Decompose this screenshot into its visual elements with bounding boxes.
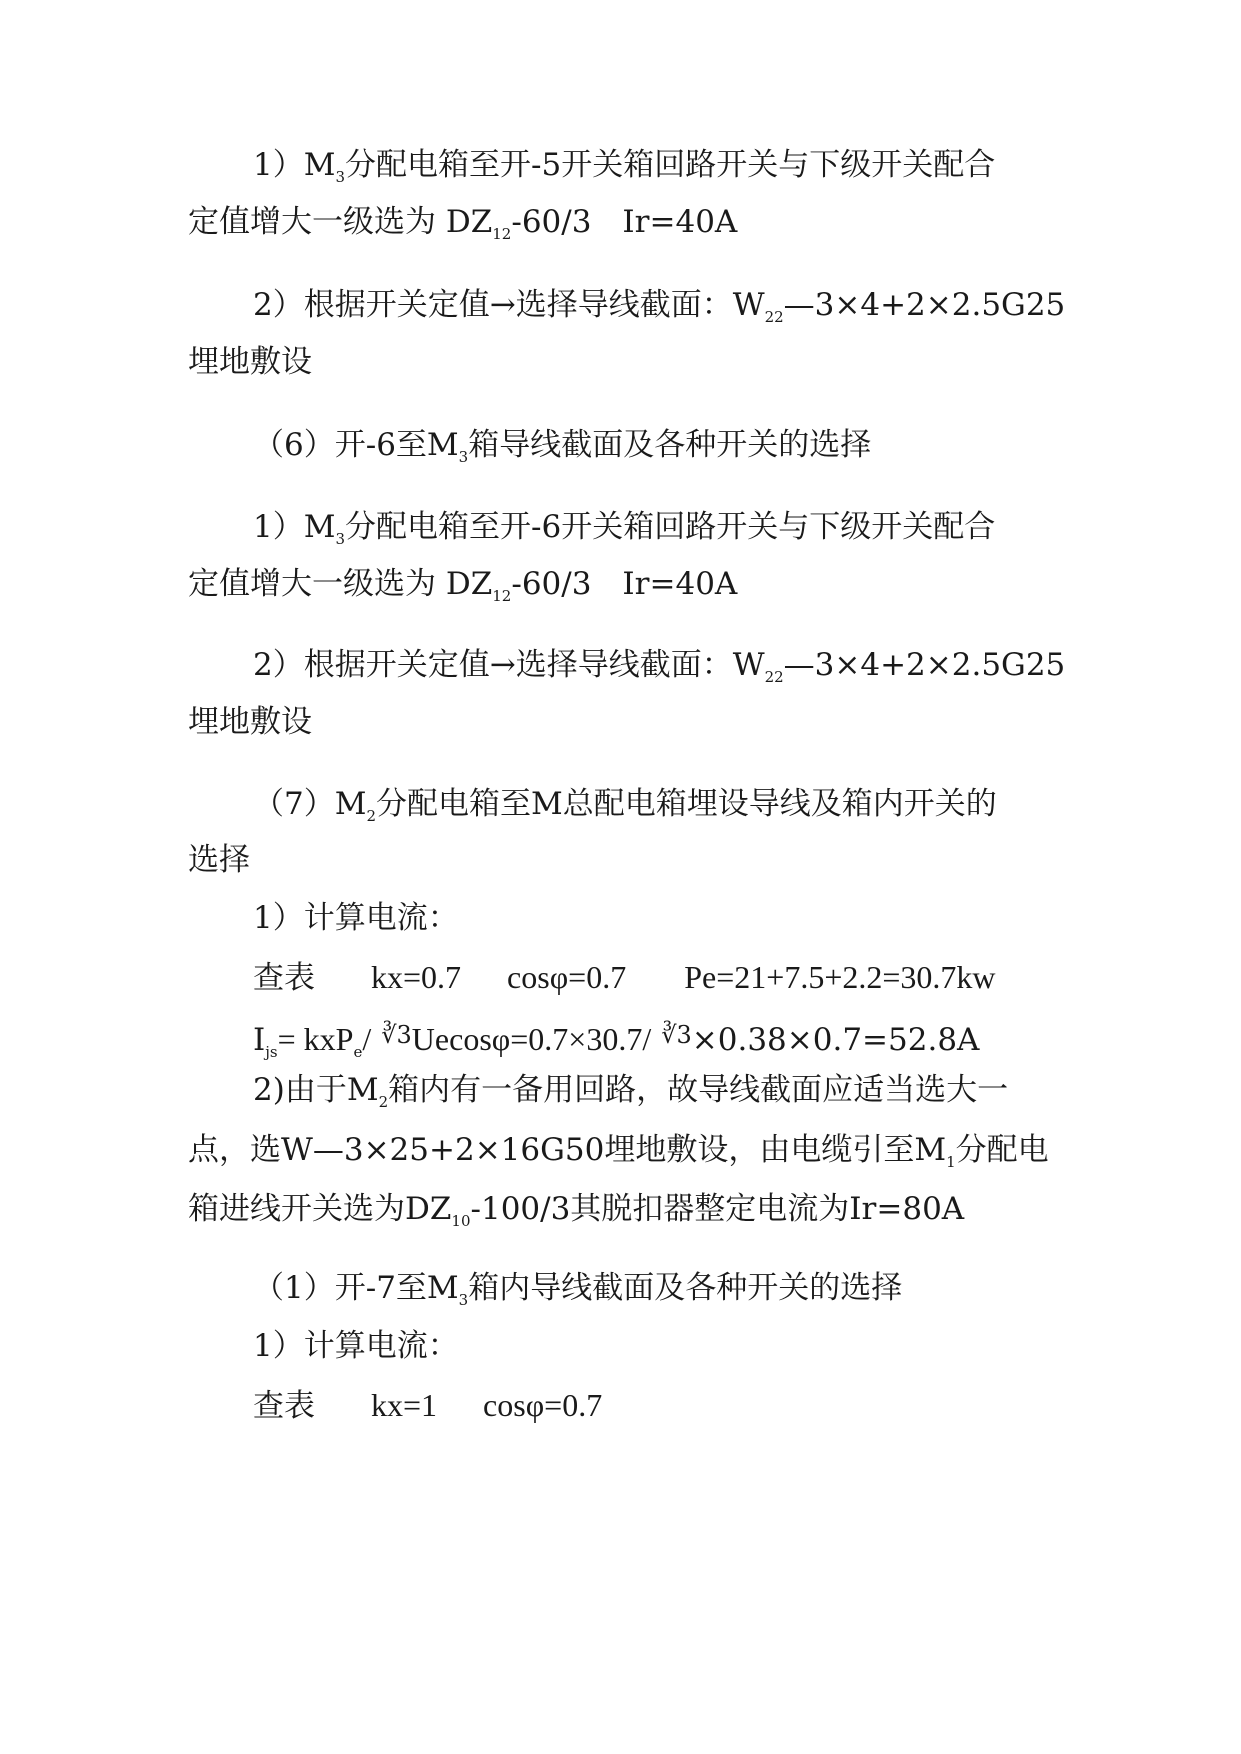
paragraph-line: 埋地敷设 (188, 344, 312, 380)
paragraph-line: 定值增大一级选为 $DZ_{12}-60/3$ Ir=40A (188, 566, 738, 605)
lookup-row: 查表 kx=1 cosφ=0.7 (253, 1387, 603, 1424)
formula-line: $I_{js}= kxP_e/$ $^{∛3}$Uecosφ=0.7×30.7/ $^{∛3}$×0.38×0.7=52.8A (253, 1021, 980, 1061)
cube-root-symbol: ∛3 (381, 1021, 412, 1049)
paragraph-line: $1)M_3$分配电箱至开-6开关箱回路开关与下级开关配合 (253, 509, 996, 548)
section-heading: （1）开-7至$M_3$箱内导线截面及各种开关的选择 (253, 1270, 903, 1309)
paragraph-line: 2)由于$M_2$箱内有一备用回路，故导线截面应适当选大一 (253, 1072, 1009, 1111)
paragraph-line: 2）根据开关定值→选择导线截面：$W_{22}—3\times 4+2\times 2.5G25$ (253, 287, 1066, 326)
paragraph-line: 2）根据开关定值→选择导线截面：$W_{22}—3\times 4+2\times 2.5G25$ (253, 647, 1066, 686)
step-label: 1）计算电流： (253, 900, 459, 936)
paragraph-line: 埋地敷设 (188, 704, 312, 740)
lookup-row: 查表 kx=0.7 cosφ=0.7 Pe=21+7.5+2.2=30.7kw (253, 959, 996, 996)
paragraph-line: 箱进线开关选为$DZ_{10}-100/3$其脱扣器整定电流为Ir=80A (188, 1191, 965, 1230)
section-heading: $(7)M_2$分配电箱至M总配电箱埋设导线及箱内开关的 (253, 786, 997, 825)
paragraph-line: 点，选W—3×25+2×16G50埋地敷设，由电缆引至$M_1$分配电 (188, 1132, 1049, 1171)
step-label: 1）计算电流： (253, 1328, 459, 1364)
section-heading: （6）开-6至$M_3$箱导线截面及各种开关的选择 (253, 427, 872, 466)
paragraph-line: 定值增大一级选为 $DZ_{12}-60/3$ Ir=40A (188, 204, 738, 243)
section-heading-cont: 选择 (188, 842, 250, 878)
paragraph-line: $1)M_3$分配电箱至开-5开关箱回路开关与下级开关配合 (253, 147, 996, 186)
cube-root-symbol: ∛3 (661, 1021, 692, 1049)
